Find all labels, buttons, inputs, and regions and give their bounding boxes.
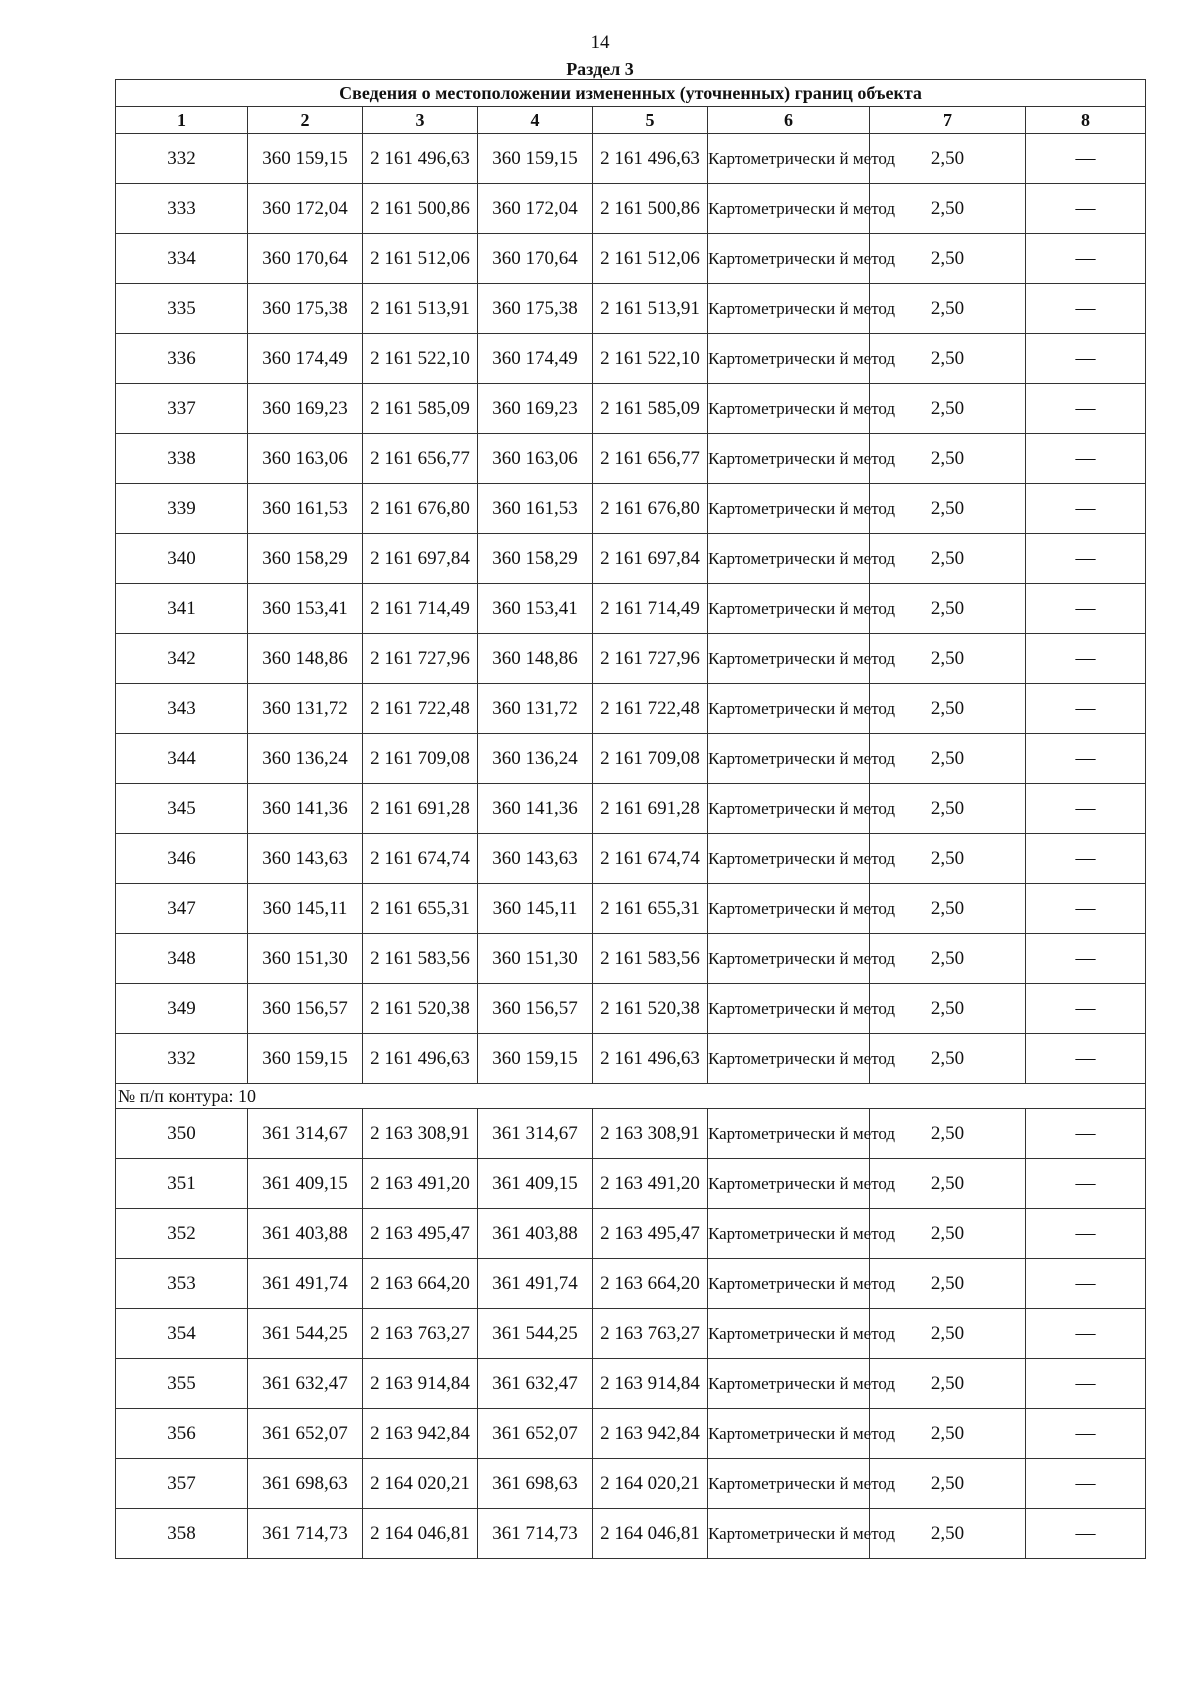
method-cell: Картометрически й метод bbox=[708, 1034, 870, 1084]
description-cell: — bbox=[1026, 884, 1146, 934]
y-new-cell: 2 163 914,84 bbox=[593, 1359, 708, 1409]
point-number-cell: 338 bbox=[116, 434, 248, 484]
method-cell: Картометрически й метод bbox=[708, 784, 870, 834]
point-number-cell: 356 bbox=[116, 1409, 248, 1459]
point-number-cell: 341 bbox=[116, 584, 248, 634]
y-old-cell: 2 161 727,96 bbox=[363, 634, 478, 684]
accuracy-cell: 2,50 bbox=[870, 1509, 1026, 1559]
table-row bbox=[116, 684, 1146, 734]
description-cell: — bbox=[1026, 1359, 1146, 1409]
description-cell: — bbox=[1026, 334, 1146, 384]
point-number-cell: 349 bbox=[116, 984, 248, 1034]
contour-label-row bbox=[116, 1084, 1146, 1109]
column-header: 3 bbox=[363, 107, 478, 134]
x-old-cell: 360 175,38 bbox=[248, 284, 363, 334]
x-old-cell: 360 156,57 bbox=[248, 984, 363, 1034]
method-cell: Картометрически й метод bbox=[708, 1409, 870, 1459]
x-new-cell: 360 136,24 bbox=[478, 734, 593, 784]
column-header-row bbox=[116, 107, 1146, 134]
accuracy-cell: 2,50 bbox=[870, 734, 1026, 784]
y-new-cell: 2 161 709,08 bbox=[593, 734, 708, 784]
y-new-cell: 2 161 496,63 bbox=[593, 1034, 708, 1084]
point-number-cell: 344 bbox=[116, 734, 248, 784]
method-cell: Картометрически й метод bbox=[708, 1109, 870, 1159]
x-old-cell: 360 161,53 bbox=[248, 484, 363, 534]
y-old-cell: 2 163 914,84 bbox=[363, 1359, 478, 1409]
method-cell: Картометрически й метод bbox=[708, 384, 870, 434]
point-number-cell: 335 bbox=[116, 284, 248, 334]
accuracy-cell: 2,50 bbox=[870, 1209, 1026, 1259]
y-old-cell: 2 161 655,31 bbox=[363, 884, 478, 934]
table-row bbox=[116, 884, 1146, 934]
accuracy-cell: 2,50 bbox=[870, 584, 1026, 634]
x-new-cell: 360 143,63 bbox=[478, 834, 593, 884]
accuracy-cell: 2,50 bbox=[870, 1109, 1026, 1159]
method-cell: Картометрически й метод bbox=[708, 584, 870, 634]
description-cell: — bbox=[1026, 1259, 1146, 1309]
accuracy-cell: 2,50 bbox=[870, 1359, 1026, 1409]
x-old-cell: 360 172,04 bbox=[248, 184, 363, 234]
x-new-cell: 361 544,25 bbox=[478, 1309, 593, 1359]
x-new-cell: 361 314,67 bbox=[478, 1109, 593, 1159]
table-row bbox=[116, 834, 1146, 884]
y-new-cell: 2 164 046,81 bbox=[593, 1509, 708, 1559]
y-old-cell: 2 163 942,84 bbox=[363, 1409, 478, 1459]
column-header: 5 bbox=[593, 107, 708, 134]
description-cell: — bbox=[1026, 984, 1146, 1034]
accuracy-cell: 2,50 bbox=[870, 534, 1026, 584]
column-header: 6 bbox=[708, 107, 870, 134]
y-old-cell: 2 161 520,38 bbox=[363, 984, 478, 1034]
y-old-cell: 2 161 500,86 bbox=[363, 184, 478, 234]
column-header: 1 bbox=[116, 107, 248, 134]
table-row bbox=[116, 1034, 1146, 1084]
y-old-cell: 2 163 495,47 bbox=[363, 1209, 478, 1259]
x-new-cell: 360 169,23 bbox=[478, 384, 593, 434]
y-old-cell: 2 161 714,49 bbox=[363, 584, 478, 634]
y-new-cell: 2 161 585,09 bbox=[593, 384, 708, 434]
point-number-cell: 337 bbox=[116, 384, 248, 434]
description-cell: — bbox=[1026, 1209, 1146, 1259]
x-new-cell: 360 153,41 bbox=[478, 584, 593, 634]
table-row bbox=[116, 1459, 1146, 1509]
method-cell: Картометрически й метод bbox=[708, 934, 870, 984]
description-cell: — bbox=[1026, 184, 1146, 234]
description-cell: — bbox=[1026, 384, 1146, 434]
y-old-cell: 2 161 583,56 bbox=[363, 934, 478, 984]
x-new-cell: 360 148,86 bbox=[478, 634, 593, 684]
column-header: 4 bbox=[478, 107, 593, 134]
point-number-cell: 340 bbox=[116, 534, 248, 584]
y-new-cell: 2 163 495,47 bbox=[593, 1209, 708, 1259]
accuracy-cell: 2,50 bbox=[870, 1259, 1026, 1309]
column-header: 8 bbox=[1026, 107, 1146, 134]
x-new-cell: 360 151,30 bbox=[478, 934, 593, 984]
table-row bbox=[116, 1409, 1146, 1459]
table-row bbox=[116, 334, 1146, 384]
point-number-cell: 352 bbox=[116, 1209, 248, 1259]
table-row bbox=[116, 1259, 1146, 1309]
description-cell: — bbox=[1026, 1459, 1146, 1509]
description-cell: — bbox=[1026, 234, 1146, 284]
y-new-cell: 2 163 664,20 bbox=[593, 1259, 708, 1309]
y-new-cell: 2 163 942,84 bbox=[593, 1409, 708, 1459]
accuracy-cell: 2,50 bbox=[870, 334, 1026, 384]
method-cell: Картометрически й метод bbox=[708, 1359, 870, 1409]
method-cell: Картометрически й метод bbox=[708, 1309, 870, 1359]
description-cell: — bbox=[1026, 1109, 1146, 1159]
page-number: 14 bbox=[590, 32, 610, 53]
x-new-cell: 360 172,04 bbox=[478, 184, 593, 234]
y-new-cell: 2 161 691,28 bbox=[593, 784, 708, 834]
accuracy-cell: 2,50 bbox=[870, 1459, 1026, 1509]
x-new-cell: 361 403,88 bbox=[478, 1209, 593, 1259]
method-cell: Картометрически й метод bbox=[708, 534, 870, 584]
point-number-cell: 345 bbox=[116, 784, 248, 834]
point-number-cell: 339 bbox=[116, 484, 248, 534]
point-number-cell: 350 bbox=[116, 1109, 248, 1159]
method-cell: Картометрически й метод bbox=[708, 834, 870, 884]
table-row bbox=[116, 234, 1146, 284]
y-old-cell: 2 161 722,48 bbox=[363, 684, 478, 734]
x-old-cell: 361 632,47 bbox=[248, 1359, 363, 1409]
method-cell: Картометрически й метод bbox=[708, 184, 870, 234]
accuracy-cell: 2,50 bbox=[870, 384, 1026, 434]
y-old-cell: 2 161 676,80 bbox=[363, 484, 478, 534]
x-old-cell: 361 491,74 bbox=[248, 1259, 363, 1309]
accuracy-cell: 2,50 bbox=[870, 234, 1026, 284]
y-new-cell: 2 161 522,10 bbox=[593, 334, 708, 384]
x-old-cell: 360 159,15 bbox=[248, 134, 363, 184]
point-number-cell: 333 bbox=[116, 184, 248, 234]
table-row bbox=[116, 984, 1146, 1034]
x-old-cell: 360 169,23 bbox=[248, 384, 363, 434]
x-new-cell: 361 491,74 bbox=[478, 1259, 593, 1309]
method-cell: Картометрически й метод bbox=[708, 434, 870, 484]
column-header: 2 bbox=[248, 107, 363, 134]
y-old-cell: 2 163 664,20 bbox=[363, 1259, 478, 1309]
y-old-cell: 2 161 674,74 bbox=[363, 834, 478, 884]
method-cell: Картометрически й метод bbox=[708, 984, 870, 1034]
method-cell: Картометрически й метод bbox=[708, 484, 870, 534]
y-old-cell: 2 161 697,84 bbox=[363, 534, 478, 584]
point-number-cell: 351 bbox=[116, 1159, 248, 1209]
y-old-cell: 2 163 491,20 bbox=[363, 1159, 478, 1209]
description-cell: — bbox=[1026, 834, 1146, 884]
y-new-cell: 2 161 697,84 bbox=[593, 534, 708, 584]
y-new-cell: 2 161 722,48 bbox=[593, 684, 708, 734]
y-old-cell: 2 163 308,91 bbox=[363, 1109, 478, 1159]
table-row bbox=[116, 284, 1146, 334]
description-cell: — bbox=[1026, 134, 1146, 184]
x-old-cell: 361 714,73 bbox=[248, 1509, 363, 1559]
accuracy-cell: 2,50 bbox=[870, 134, 1026, 184]
x-new-cell: 360 170,64 bbox=[478, 234, 593, 284]
point-number-cell: 346 bbox=[116, 834, 248, 884]
description-cell: — bbox=[1026, 1159, 1146, 1209]
point-number-cell: 336 bbox=[116, 334, 248, 384]
x-old-cell: 360 145,11 bbox=[248, 884, 363, 934]
x-old-cell: 360 158,29 bbox=[248, 534, 363, 584]
table-row bbox=[116, 634, 1146, 684]
y-new-cell: 2 161 656,77 bbox=[593, 434, 708, 484]
accuracy-cell: 2,50 bbox=[870, 884, 1026, 934]
accuracy-cell: 2,50 bbox=[870, 1159, 1026, 1209]
method-cell: Картометрически й метод bbox=[708, 734, 870, 784]
accuracy-cell: 2,50 bbox=[870, 184, 1026, 234]
point-number-cell: 332 bbox=[116, 1034, 248, 1084]
method-cell: Картометрически й метод bbox=[708, 134, 870, 184]
x-new-cell: 361 409,15 bbox=[478, 1159, 593, 1209]
description-cell: — bbox=[1026, 934, 1146, 984]
x-new-cell: 360 156,57 bbox=[478, 984, 593, 1034]
y-new-cell: 2 161 727,96 bbox=[593, 634, 708, 684]
x-new-cell: 361 714,73 bbox=[478, 1509, 593, 1559]
y-new-cell: 2 161 513,91 bbox=[593, 284, 708, 334]
x-new-cell: 361 632,47 bbox=[478, 1359, 593, 1409]
x-old-cell: 360 174,49 bbox=[248, 334, 363, 384]
y-old-cell: 2 164 046,81 bbox=[363, 1509, 478, 1559]
method-cell: Картометрически й метод bbox=[708, 684, 870, 734]
method-cell: Картометрически й метод bbox=[708, 1259, 870, 1309]
x-new-cell: 360 158,29 bbox=[478, 534, 593, 584]
point-number-cell: 332 bbox=[116, 134, 248, 184]
point-number-cell: 353 bbox=[116, 1259, 248, 1309]
table-row bbox=[116, 1509, 1146, 1559]
table-row bbox=[116, 184, 1146, 234]
description-cell: — bbox=[1026, 784, 1146, 834]
y-old-cell: 2 161 585,09 bbox=[363, 384, 478, 434]
accuracy-cell: 2,50 bbox=[870, 934, 1026, 984]
table-row bbox=[116, 1159, 1146, 1209]
description-cell: — bbox=[1026, 684, 1146, 734]
x-new-cell: 360 159,15 bbox=[478, 1034, 593, 1084]
table-row bbox=[116, 534, 1146, 584]
y-old-cell: 2 161 512,06 bbox=[363, 234, 478, 284]
table-row bbox=[116, 484, 1146, 534]
x-old-cell: 361 403,88 bbox=[248, 1209, 363, 1259]
x-old-cell: 360 153,41 bbox=[248, 584, 363, 634]
x-old-cell: 360 131,72 bbox=[248, 684, 363, 734]
accuracy-cell: 2,50 bbox=[870, 1034, 1026, 1084]
table-row bbox=[116, 1309, 1146, 1359]
x-new-cell: 360 174,49 bbox=[478, 334, 593, 384]
y-new-cell: 2 163 308,91 bbox=[593, 1109, 708, 1159]
accuracy-cell: 2,50 bbox=[870, 634, 1026, 684]
point-number-cell: 354 bbox=[116, 1309, 248, 1359]
column-header: 7 bbox=[870, 107, 1026, 134]
description-cell: — bbox=[1026, 1509, 1146, 1559]
table-row bbox=[116, 784, 1146, 834]
table-row bbox=[116, 1209, 1146, 1259]
y-new-cell: 2 161 500,86 bbox=[593, 184, 708, 234]
description-cell: — bbox=[1026, 534, 1146, 584]
accuracy-cell: 2,50 bbox=[870, 684, 1026, 734]
x-old-cell: 361 652,07 bbox=[248, 1409, 363, 1459]
x-old-cell: 360 163,06 bbox=[248, 434, 363, 484]
coordinates-table bbox=[115, 79, 1146, 1559]
contour-label: № п/п контура: 10 bbox=[116, 1084, 1146, 1109]
accuracy-cell: 2,50 bbox=[870, 834, 1026, 884]
y-old-cell: 2 161 496,63 bbox=[363, 1034, 478, 1084]
description-cell: — bbox=[1026, 1309, 1146, 1359]
method-cell: Картометрически й метод bbox=[708, 884, 870, 934]
y-old-cell: 2 161 496,63 bbox=[363, 134, 478, 184]
method-cell: Картометрически й метод bbox=[708, 334, 870, 384]
y-new-cell: 2 161 583,56 bbox=[593, 934, 708, 984]
point-number-cell: 358 bbox=[116, 1509, 248, 1559]
x-new-cell: 360 131,72 bbox=[478, 684, 593, 734]
x-new-cell: 360 161,53 bbox=[478, 484, 593, 534]
method-cell: Картометрически й метод bbox=[708, 1509, 870, 1559]
point-number-cell: 342 bbox=[116, 634, 248, 684]
table-row bbox=[116, 384, 1146, 434]
table-body bbox=[116, 134, 1146, 1559]
x-new-cell: 360 159,15 bbox=[478, 134, 593, 184]
description-cell: — bbox=[1026, 1409, 1146, 1459]
x-old-cell: 360 151,30 bbox=[248, 934, 363, 984]
table-row bbox=[116, 1109, 1146, 1159]
x-old-cell: 360 148,86 bbox=[248, 634, 363, 684]
x-old-cell: 360 136,24 bbox=[248, 734, 363, 784]
table-row bbox=[116, 734, 1146, 784]
point-number-cell: 343 bbox=[116, 684, 248, 734]
accuracy-cell: 2,50 bbox=[870, 984, 1026, 1034]
y-new-cell: 2 161 674,74 bbox=[593, 834, 708, 884]
y-new-cell: 2 161 714,49 bbox=[593, 584, 708, 634]
description-cell: — bbox=[1026, 634, 1146, 684]
accuracy-cell: 2,50 bbox=[870, 1409, 1026, 1459]
accuracy-cell: 2,50 bbox=[870, 484, 1026, 534]
method-cell: Картометрически й метод bbox=[708, 1459, 870, 1509]
y-new-cell: 2 164 020,21 bbox=[593, 1459, 708, 1509]
description-cell: — bbox=[1026, 1034, 1146, 1084]
description-cell: — bbox=[1026, 434, 1146, 484]
x-old-cell: 361 409,15 bbox=[248, 1159, 363, 1209]
x-new-cell: 360 141,36 bbox=[478, 784, 593, 834]
table-row bbox=[116, 1359, 1146, 1409]
x-new-cell: 360 175,38 bbox=[478, 284, 593, 334]
y-old-cell: 2 163 763,27 bbox=[363, 1309, 478, 1359]
y-old-cell: 2 164 020,21 bbox=[363, 1459, 478, 1509]
table-row bbox=[116, 934, 1146, 984]
x-new-cell: 361 652,07 bbox=[478, 1409, 593, 1459]
x-old-cell: 360 141,36 bbox=[248, 784, 363, 834]
section-title: Раздел 3 bbox=[566, 59, 634, 79]
method-cell: Картометрически й метод bbox=[708, 284, 870, 334]
table-row bbox=[116, 134, 1146, 184]
y-old-cell: 2 161 522,10 bbox=[363, 334, 478, 384]
x-new-cell: 361 698,63 bbox=[478, 1459, 593, 1509]
y-new-cell: 2 161 496,63 bbox=[593, 134, 708, 184]
point-number-cell: 355 bbox=[116, 1359, 248, 1409]
y-new-cell: 2 163 763,27 bbox=[593, 1309, 708, 1359]
description-cell: — bbox=[1026, 584, 1146, 634]
point-number-cell: 347 bbox=[116, 884, 248, 934]
accuracy-cell: 2,50 bbox=[870, 784, 1026, 834]
x-new-cell: 360 163,06 bbox=[478, 434, 593, 484]
accuracy-cell: 2,50 bbox=[870, 1309, 1026, 1359]
y-old-cell: 2 161 691,28 bbox=[363, 784, 478, 834]
accuracy-cell: 2,50 bbox=[870, 434, 1026, 484]
x-old-cell: 361 544,25 bbox=[248, 1309, 363, 1359]
y-old-cell: 2 161 513,91 bbox=[363, 284, 478, 334]
x-old-cell: 360 170,64 bbox=[248, 234, 363, 284]
point-number-cell: 334 bbox=[116, 234, 248, 284]
method-cell: Картометрически й метод bbox=[708, 234, 870, 284]
x-old-cell: 360 143,63 bbox=[248, 834, 363, 884]
table-caption: Сведения о местоположении измененных (уточненных) границ объекта bbox=[116, 80, 1146, 107]
y-new-cell: 2 161 655,31 bbox=[593, 884, 708, 934]
table-row bbox=[116, 584, 1146, 634]
x-old-cell: 360 159,15 bbox=[248, 1034, 363, 1084]
point-number-cell: 348 bbox=[116, 934, 248, 984]
point-number-cell: 357 bbox=[116, 1459, 248, 1509]
y-new-cell: 2 163 491,20 bbox=[593, 1159, 708, 1209]
method-cell: Картометрически й метод bbox=[708, 1209, 870, 1259]
y-new-cell: 2 161 676,80 bbox=[593, 484, 708, 534]
x-old-cell: 361 314,67 bbox=[248, 1109, 363, 1159]
x-old-cell: 361 698,63 bbox=[248, 1459, 363, 1509]
table-row bbox=[116, 434, 1146, 484]
accuracy-cell: 2,50 bbox=[870, 284, 1026, 334]
y-old-cell: 2 161 656,77 bbox=[363, 434, 478, 484]
method-cell: Картометрически й метод bbox=[708, 1159, 870, 1209]
x-new-cell: 360 145,11 bbox=[478, 884, 593, 934]
y-old-cell: 2 161 709,08 bbox=[363, 734, 478, 784]
description-cell: — bbox=[1026, 734, 1146, 784]
y-new-cell: 2 161 512,06 bbox=[593, 234, 708, 284]
method-cell: Картометрически й метод bbox=[708, 634, 870, 684]
description-cell: — bbox=[1026, 284, 1146, 334]
y-new-cell: 2 161 520,38 bbox=[593, 984, 708, 1034]
description-cell: — bbox=[1026, 484, 1146, 534]
